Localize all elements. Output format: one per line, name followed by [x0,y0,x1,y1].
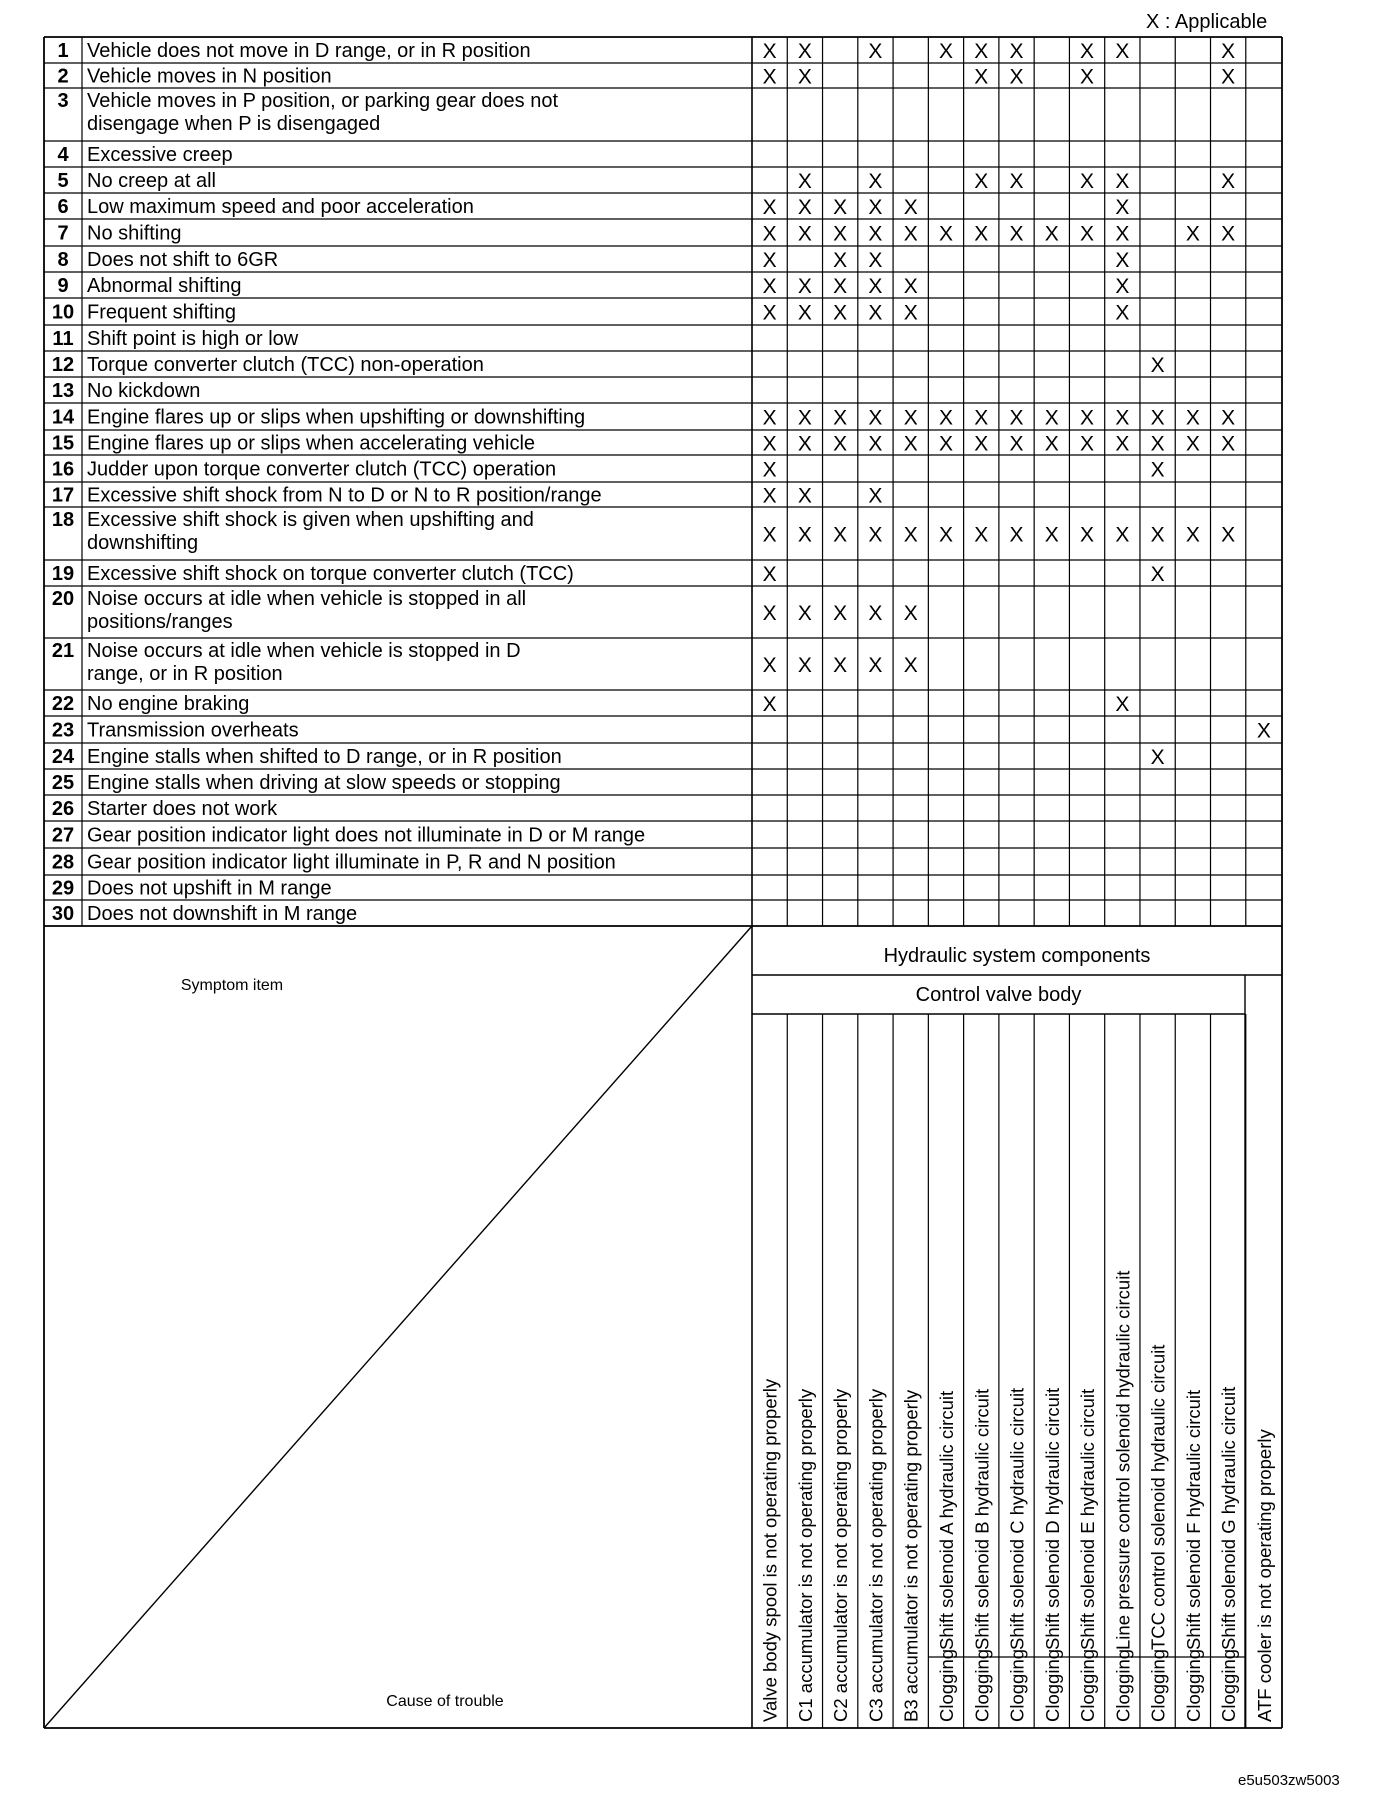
symptom-text: range, or in R position [87,663,283,685]
applicable-mark: X [903,222,918,246]
symptom-text: Engine stalls when driving at slow speeds or stopping [87,772,561,794]
applicable-mark: X [762,563,777,586]
symptom-text: Gear position indicator light does not illuminate in D or M range [87,824,646,847]
applicable-mark: X [1221,406,1236,430]
symptom-number: 10 [51,301,75,324]
symptom-text: disengage when P is disengaged [87,113,381,135]
cause-label: Valve body spool is not operating properly [759,1378,781,1722]
applicable-mark: X [833,196,848,219]
cause-label: Shift solenoid F hydraulic circuit [1182,1389,1204,1650]
applicable-mark: X [762,301,777,325]
applicable-mark: X [974,432,989,456]
applicable-mark: X [797,602,812,625]
applicable-mark: X [1185,406,1200,430]
applicable-mark: X [1221,65,1236,89]
applicable-mark: X [1115,301,1130,325]
symptom-text: Shift point is high or low [87,328,299,350]
applicable-mark: X [762,458,777,482]
applicable-mark: X [1115,275,1130,298]
applicable-mark: X [1115,170,1130,193]
applicable-mark: X [1115,693,1130,716]
symptom-text: Starter does not work [87,798,278,820]
applicable-mark: X [1009,40,1024,63]
applicable-mark: X [903,432,918,456]
applicable-mark: X [833,602,848,625]
cause-label: Shift solenoid G hydraulic circuit [1218,1386,1240,1650]
symptom-number: 30 [51,903,75,925]
applicable-mark: X [1256,719,1271,743]
applicable-mark: X [1150,432,1165,456]
applicable-mark: X [762,484,777,508]
applicable-mark: X [762,523,777,547]
applicable-mark: X [1044,432,1059,456]
symptom-number: 8 [57,249,69,271]
applicable-mark: X [1080,65,1095,89]
applicable-mark: X [1185,432,1200,456]
applicable-mark: X [1221,222,1236,246]
cause-label-clogging: Clogging [1041,1648,1063,1722]
applicable-mark: X [762,249,777,272]
applicable-mark: X [1150,458,1165,482]
applicable-mark: X [1115,249,1130,272]
cause-label-clogging: Clogging [1112,1648,1134,1722]
figure-id: e5u503zw5003 [1238,1772,1340,1789]
symptom-number: 18 [51,509,75,531]
applicable-mark: X [833,654,848,677]
cause-label: ATF cooler is not operating properly [1253,1429,1275,1722]
applicable-mark: X [1115,406,1130,430]
symptom-number: 1 [57,40,69,62]
symptom-text: Noise occurs at idle when vehicle is stopped in all [87,588,527,610]
applicable-mark: X [1115,40,1130,63]
symptom-text: Excessive shift shock from N to D or N to R position/range [87,484,602,507]
applicable-mark: X [1150,354,1165,377]
applicable-mark: X [833,275,848,298]
header-hydraulic-system-components: Hydraulic system components [883,945,1151,967]
applicable-mark: X [974,406,989,430]
applicable-mark: X [1044,523,1059,547]
applicable-mark: X [797,65,812,89]
symptom-number: 19 [51,563,75,585]
symptom-text: Engine flares up or slips when accelerating vehicle [87,432,536,455]
symptom-number: 27 [51,824,75,847]
applicable-mark: X [868,222,883,246]
applicable-mark: X [762,275,777,298]
applicable-mark: X [868,432,883,456]
symptom-number: 28 [51,851,75,874]
symptom-text: downshifting [87,532,199,554]
symptom-text: Torque converter clutch (TCC) non-operation [87,354,484,376]
symptom-number: 5 [57,170,69,192]
symptom-text: Does not upshift in M range [87,877,332,900]
cause-label: C2 accumulator is not operating properly [830,1388,852,1722]
applicable-mark: X [762,196,777,219]
cause-label: Line pressure control solenoid hydraulic circuit [1112,1270,1134,1650]
applicable-mark: X [868,523,883,547]
applicable-mark: X [1044,406,1059,430]
symptom-number: 11 [52,328,74,350]
applicable-mark: X [797,654,812,677]
applicable-mark: X [1221,40,1236,63]
applicable-mark: X [762,432,777,456]
cause-label: Shift solenoid C hydraulic circuit [1006,1387,1028,1650]
symptom-number: 12 [51,354,75,376]
corner-diagonal [44,926,752,1728]
symptom-text: Engine stalls when shifted to D range, or in R position [87,746,562,768]
symptom-number: 20 [51,588,75,610]
applicable-mark: X [833,301,848,325]
symptom-number: 7 [57,222,69,245]
applicable-mark: X [1115,523,1130,547]
cause-label: B3 accumulator is not operating properly [900,1389,922,1722]
cause-label: Shift solenoid D hydraulic circuit [1041,1387,1063,1650]
symptom-text: Does not shift to 6GR [87,249,279,271]
symptom-number: 17 [51,484,75,507]
applicable-mark: X [868,249,883,272]
symptom-number: 3 [57,90,69,112]
cause-label-clogging: Clogging [1218,1648,1240,1722]
symptom-number: 25 [51,772,75,794]
applicable-mark: X [1185,222,1200,246]
symptom-number: 4 [57,144,69,166]
cause-of-trouble-label: Cause of trouble [386,1693,504,1710]
applicable-mark: X [868,654,883,677]
symptom-number: 22 [51,693,75,715]
applicable-mark: X [1080,40,1095,63]
applicable-mark: X [1009,523,1024,547]
symptom-number: 26 [51,798,75,820]
applicable-mark: X [868,40,883,63]
symptom-number: 23 [51,719,75,742]
applicable-mark: X [797,40,812,63]
cause-label: Shift solenoid B hydraulic circuit [971,1388,993,1650]
symptom-text: No shifting [87,222,182,245]
applicable-mark: X [797,432,812,456]
applicable-mark: X [1009,222,1024,246]
applicable-mark: X [1009,406,1024,430]
applicable-mark: X [868,602,883,625]
symptom-number: 13 [51,380,75,402]
applicable-mark: X [938,432,953,456]
symptom-text: No kickdown [87,380,201,402]
cause-label-clogging: Clogging [1182,1648,1204,1722]
symptom-number: 2 [57,65,69,88]
applicable-mark: X [1115,196,1130,219]
applicable-mark: X [1115,432,1130,456]
applicable-mark: X [938,222,953,246]
applicable-mark: X [833,432,848,456]
applicable-mark: X [868,196,883,219]
symptom-text: Vehicle moves in N position [87,65,332,88]
cause-label: C1 accumulator is not operating properly [794,1388,816,1722]
cause-label-clogging: Clogging [935,1648,957,1722]
applicable-mark: X [1080,406,1095,430]
applicable-mark: X [974,523,989,547]
cause-label-clogging: Clogging [1006,1648,1028,1722]
symptom-text: positions/ranges [87,611,233,633]
applicable-mark: X [903,523,918,547]
applicable-mark: X [1080,432,1095,456]
applicable-mark: X [762,406,777,430]
symptom-text: Noise occurs at idle when vehicle is stopped in D [87,640,521,662]
applicable-mark: X [762,40,777,63]
symptom-text: Transmission overheats [87,719,299,742]
symptom-text: Engine flares up or slips when upshifting or downshifting [87,406,586,429]
applicable-mark: X [762,693,777,716]
applicable-mark: X [797,484,812,508]
legend-applicable: X : Applicable [1146,11,1268,33]
symptom-number: 21 [51,640,75,662]
applicable-mark: X [868,301,883,325]
symptom-text: Abnormal shifting [87,275,242,297]
symptom-item-label: Symptom item [180,977,284,994]
applicable-mark: X [833,523,848,547]
applicable-mark: X [797,301,812,325]
symptom-text: Low maximum speed and poor acceleration [87,196,474,218]
applicable-mark: X [868,484,883,508]
cause-label: TCC control solenoid hydraulic circuit [1147,1344,1169,1650]
applicable-mark: X [974,40,989,63]
cause-label: C3 accumulator is not operating properly [865,1388,887,1722]
applicable-mark: X [797,406,812,430]
applicable-mark: X [833,249,848,272]
applicable-mark: X [868,406,883,430]
symptom-number: 6 [57,196,69,218]
applicable-mark: X [762,222,777,246]
symptom-number: 15 [51,432,75,455]
cause-label-clogging: Clogging [1077,1648,1099,1722]
applicable-mark: X [903,654,918,677]
applicable-mark: X [974,65,989,89]
applicable-mark: X [938,523,953,547]
symptom-text: Excessive shift shock on torque converter clutch (TCC) [87,563,574,585]
applicable-mark: X [762,654,777,677]
symptom-number: 14 [51,406,75,429]
applicable-mark: X [1080,523,1095,547]
applicable-mark: X [1080,170,1095,193]
applicable-mark: X [1115,222,1130,246]
applicable-mark: X [833,222,848,246]
applicable-mark: X [1185,523,1200,547]
applicable-mark: X [797,523,812,547]
symptom-text: No engine braking [87,693,250,715]
symptom-text: Gear position indicator light illuminate in P, R and N position [87,851,616,874]
applicable-mark: X [903,406,918,430]
applicable-mark: X [1150,406,1165,430]
cause-label-clogging: Clogging [1147,1648,1169,1722]
symptom-text: Judder upon torque converter clutch (TCC) operation [87,458,557,481]
applicable-mark: X [797,222,812,246]
applicable-mark: X [797,275,812,298]
applicable-mark: X [974,170,989,193]
cause-label-clogging: Clogging [971,1648,993,1722]
applicable-mark: X [762,65,777,89]
symptom-number: 29 [51,877,75,900]
applicable-mark: X [1221,170,1236,193]
applicable-mark: X [833,406,848,430]
applicable-mark: X [974,222,989,246]
header-control-valve-body: Control valve body [915,984,1082,1006]
applicable-mark: X [1150,523,1165,547]
cause-label: Shift solenoid E hydraulic circuit [1077,1388,1099,1650]
symptom-text: Vehicle moves in P position, or parking gear does not [87,90,559,112]
applicable-mark: X [762,602,777,625]
symptom-number: 16 [51,458,75,481]
symptom-text: No creep at all [87,170,216,192]
applicable-mark: X [1221,432,1236,456]
applicable-mark: X [1009,170,1024,193]
applicable-mark: X [1150,563,1165,586]
applicable-mark: X [1080,222,1095,246]
applicable-mark: X [903,602,918,625]
applicable-mark: X [938,40,953,63]
symptom-text: Excessive shift shock is given when upshifting and [87,509,534,531]
applicable-mark: X [868,275,883,298]
symptom-text: Excessive creep [87,144,233,166]
applicable-mark: X [938,406,953,430]
applicable-mark: X [1150,746,1165,769]
symptom-text: Frequent shifting [87,301,236,324]
symptom-text: Does not downshift in M range [87,903,358,925]
applicable-mark: X [1009,432,1024,456]
applicable-mark: X [903,196,918,219]
applicable-mark: X [1009,65,1024,89]
applicable-mark: X [797,170,812,193]
symptom-text: Vehicle does not move in D range, or in R position [87,40,531,62]
cause-label: Shift solenoid A hydraulic circuit [935,1390,957,1650]
applicable-mark: X [797,196,812,219]
applicable-mark: X [868,170,883,193]
symptom-number: 9 [57,275,69,297]
symptom-number: 24 [51,746,75,768]
applicable-mark: X [1044,222,1059,246]
applicable-mark: X [1221,523,1236,547]
applicable-mark: X [903,301,918,325]
applicable-mark: X [903,275,918,298]
